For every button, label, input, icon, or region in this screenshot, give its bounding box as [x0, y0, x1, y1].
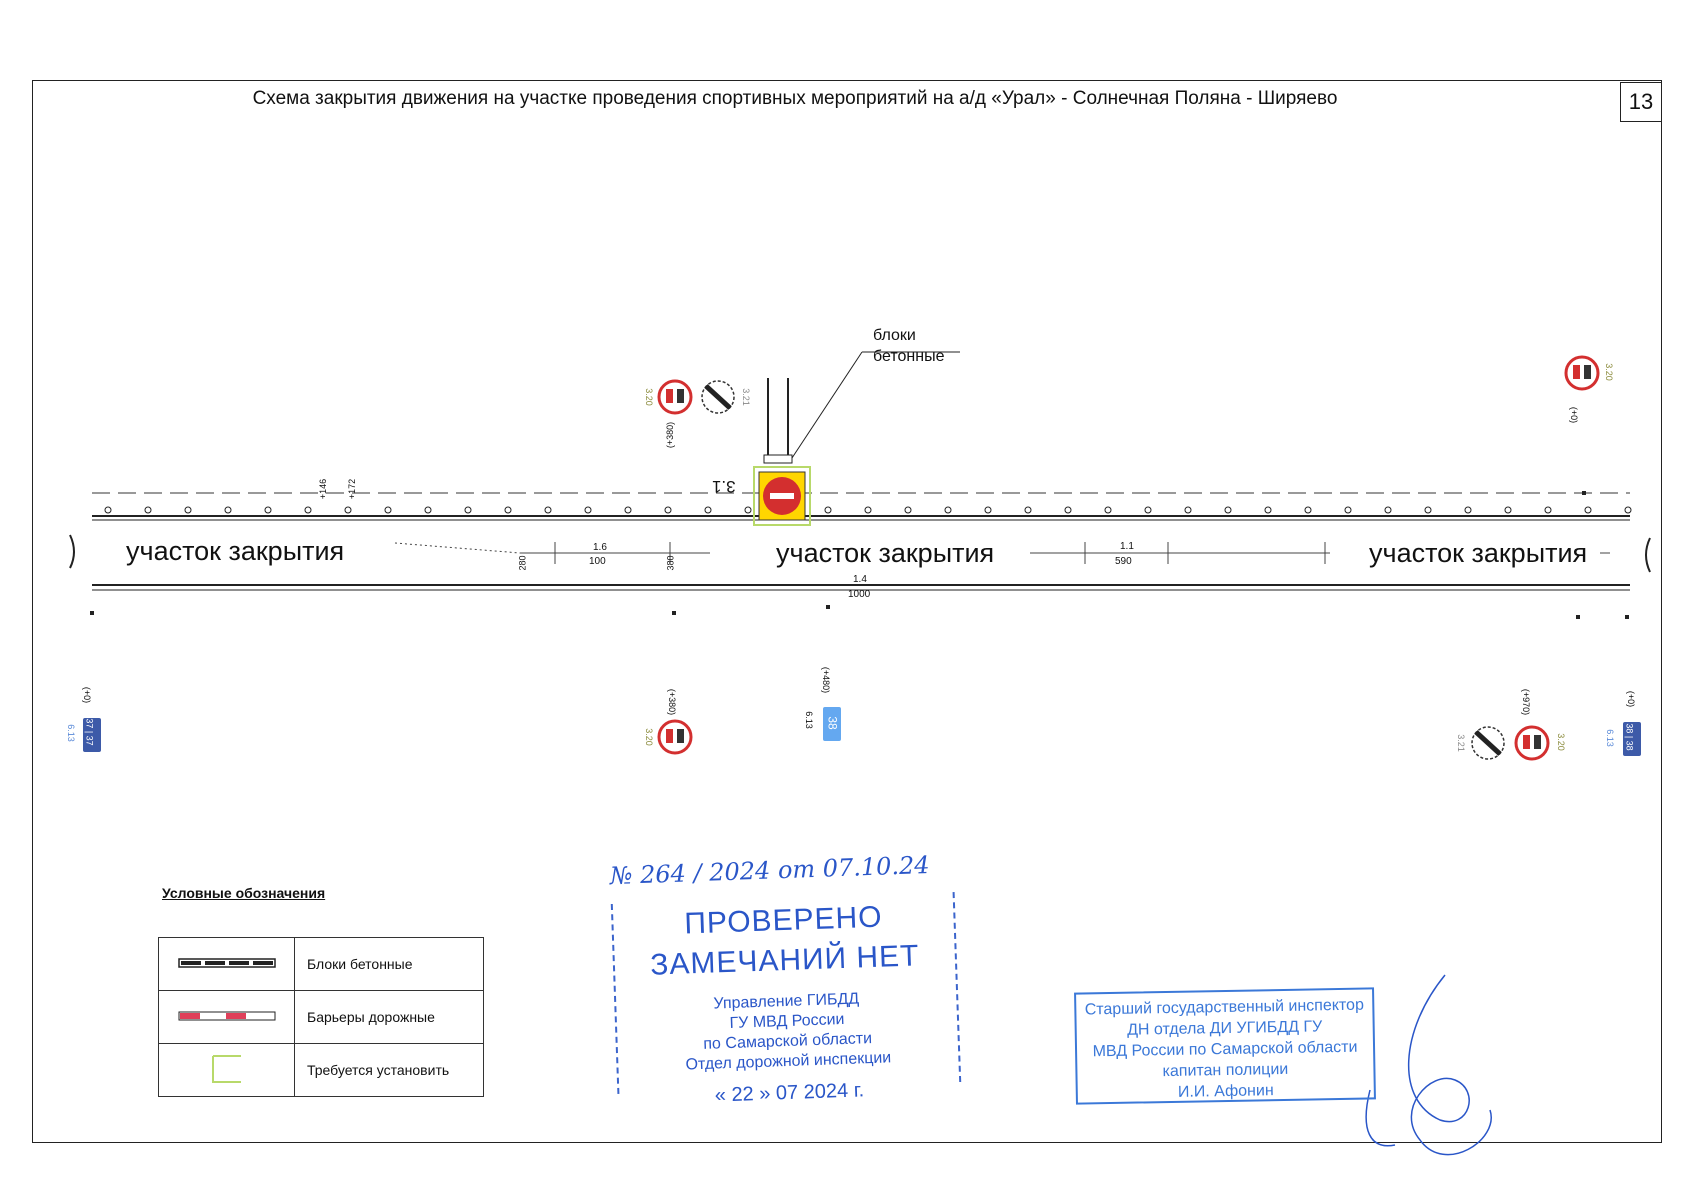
road-post	[1225, 507, 1231, 513]
km-label: 37 | 37	[84, 718, 95, 746]
marker	[1582, 491, 1586, 495]
sign-number-label: 3.1	[712, 477, 736, 496]
page-number: 13	[1620, 82, 1662, 122]
inspector-line: И.И. Афонин	[1177, 1082, 1274, 1101]
sign-code-label: 3.20	[643, 728, 654, 746]
road-post	[1265, 507, 1271, 513]
dim-label: 280	[517, 555, 528, 571]
closure-zone-label: участок закрытия	[1363, 538, 1593, 569]
road-post	[1465, 507, 1471, 513]
no-entry-bar	[770, 493, 794, 499]
no-overtaking-sign	[1516, 727, 1548, 759]
dim-label: 1.4	[853, 574, 867, 585]
concrete-blocks-symbol	[159, 938, 295, 991]
stamp-checked: ПРОВЕРЕНО	[683, 900, 884, 941]
road-post	[585, 507, 591, 513]
road-post	[625, 507, 631, 513]
road-post	[1345, 507, 1351, 513]
no-overtaking-sign	[1566, 357, 1598, 389]
end-restriction-sign	[702, 381, 734, 413]
sign-code-label: 3.20	[643, 388, 654, 406]
road-post	[665, 507, 671, 513]
sign-code-label: 6.13	[65, 724, 76, 742]
road-post	[305, 507, 311, 513]
dim-label: 1.6	[593, 542, 607, 553]
road-post	[345, 507, 351, 513]
legend-label: Требуется установить	[295, 1044, 484, 1097]
closure-left-bracket	[70, 535, 74, 568]
marker	[826, 605, 830, 609]
callout-leader	[792, 352, 862, 458]
scheme-title: Схема закрытия движения на участке проведения спортивных мероприятий на а/д «Урал» - Солнечная Поляна - Ширяево	[252, 88, 1338, 109]
picket-label: (+0)	[1626, 690, 1637, 708]
road-post	[1025, 507, 1031, 513]
road-post	[545, 507, 551, 513]
road-post	[265, 507, 271, 513]
legend-label: Барьеры дорожные	[295, 991, 484, 1044]
stamp-no-remarks: ЗАМЕЧАНИЙ НЕТ	[649, 939, 920, 982]
sign-code-label: 6.13	[803, 711, 814, 729]
dim-label: 1.1	[1120, 541, 1134, 552]
legend-row	[159, 938, 484, 991]
road-post	[1545, 507, 1551, 513]
no-overtaking-sign	[659, 381, 691, 413]
dim-line-1	[395, 543, 520, 553]
road-post	[1425, 507, 1431, 513]
road-post	[425, 507, 431, 513]
sign-code-label: 3.20	[1603, 363, 1614, 381]
concrete-block	[764, 455, 792, 463]
sign-code-label: 3.20	[1555, 733, 1566, 751]
road-post	[745, 507, 751, 513]
road-post	[985, 507, 991, 513]
dim-label: 590	[1115, 556, 1132, 567]
mark-label: +172	[347, 478, 358, 500]
no-overtaking-sign	[659, 721, 691, 753]
marker	[90, 611, 94, 615]
stamp-org: Отдел дорожной инспекции	[685, 1049, 892, 1074]
picket-label: (+380)	[667, 688, 678, 716]
sign-code-label: 3.21	[1455, 734, 1466, 752]
road-posts	[105, 507, 1631, 513]
road-post	[945, 507, 951, 513]
sign-code-label: 6.13	[1604, 729, 1615, 747]
road-post	[505, 507, 511, 513]
inspector-line: капитан полиции	[1162, 1060, 1289, 1081]
approval-stamp	[609, 850, 961, 1107]
road-post	[865, 507, 871, 513]
stamp-org: Управление ГИБДД	[713, 990, 860, 1013]
dim-label: 100	[589, 556, 606, 567]
road-post	[1625, 507, 1631, 513]
road-barriers-symbol	[159, 991, 295, 1044]
closure-right-bracket	[1646, 538, 1650, 572]
stamp-org: ГУ МВД России	[729, 1010, 845, 1032]
dim-label: 1000	[848, 589, 871, 600]
dim-label: 380	[665, 555, 676, 571]
road-post	[105, 507, 111, 513]
road-post	[705, 507, 711, 513]
road-post	[465, 507, 471, 513]
road-post	[1305, 507, 1311, 513]
closure-zone-label: участок закрытия	[770, 538, 1000, 569]
road-post	[905, 507, 911, 513]
inspector-stamp	[1074, 987, 1376, 1104]
road-post	[1185, 507, 1191, 513]
legend-label: Блоки бетонные	[295, 938, 484, 991]
road-post	[1505, 507, 1511, 513]
marker	[1576, 615, 1580, 619]
road-post	[1145, 507, 1151, 513]
road-post	[825, 507, 831, 513]
picket-label: (+970)	[1521, 688, 1532, 716]
marker	[1625, 615, 1629, 619]
inspector-line: Старший государственный инспектор	[1084, 996, 1365, 1019]
end-restriction-sign	[1472, 727, 1504, 759]
legend-row	[159, 991, 484, 1044]
km-label: 38 | 38	[1624, 723, 1635, 751]
legend-title: Условные обозначения	[162, 885, 326, 901]
inspector-line: ДН отдела ДИ УГИБДД ГУ	[1126, 1018, 1323, 1039]
road-post	[385, 507, 391, 513]
inspector-line: МВД России по Самарской области	[1092, 1038, 1358, 1061]
callout-label: бетонные	[873, 348, 945, 365]
install-required-symbol	[159, 1044, 295, 1097]
picket-label: (+0)	[1569, 406, 1580, 424]
legend-row	[159, 1044, 484, 1097]
stamp-org: по Самарской области	[703, 1030, 873, 1053]
mark-label: +146	[318, 478, 329, 500]
registration-number: № 264 / 2024 от 07.10.24	[609, 850, 931, 891]
callout-label: блоки	[873, 327, 916, 344]
sign-code-label: 3.21	[740, 388, 751, 406]
stamp-date: « 22 » 07 2024 г.	[714, 1079, 865, 1107]
picket-label: (+380)	[665, 421, 676, 449]
picket-label: (+0)	[82, 686, 93, 704]
marker	[672, 611, 676, 615]
closure-zone-label: участок закрытия	[120, 536, 350, 567]
road-post	[225, 507, 231, 513]
road-post	[1585, 507, 1591, 513]
road-post	[185, 507, 191, 513]
picket-label: (+480)	[821, 666, 832, 694]
road-post	[145, 507, 151, 513]
road-post	[1385, 507, 1391, 513]
road-post	[1065, 507, 1071, 513]
km-label: 38	[825, 716, 840, 730]
legend-table	[158, 937, 484, 1097]
signature	[1366, 975, 1491, 1155]
road-post	[1105, 507, 1111, 513]
